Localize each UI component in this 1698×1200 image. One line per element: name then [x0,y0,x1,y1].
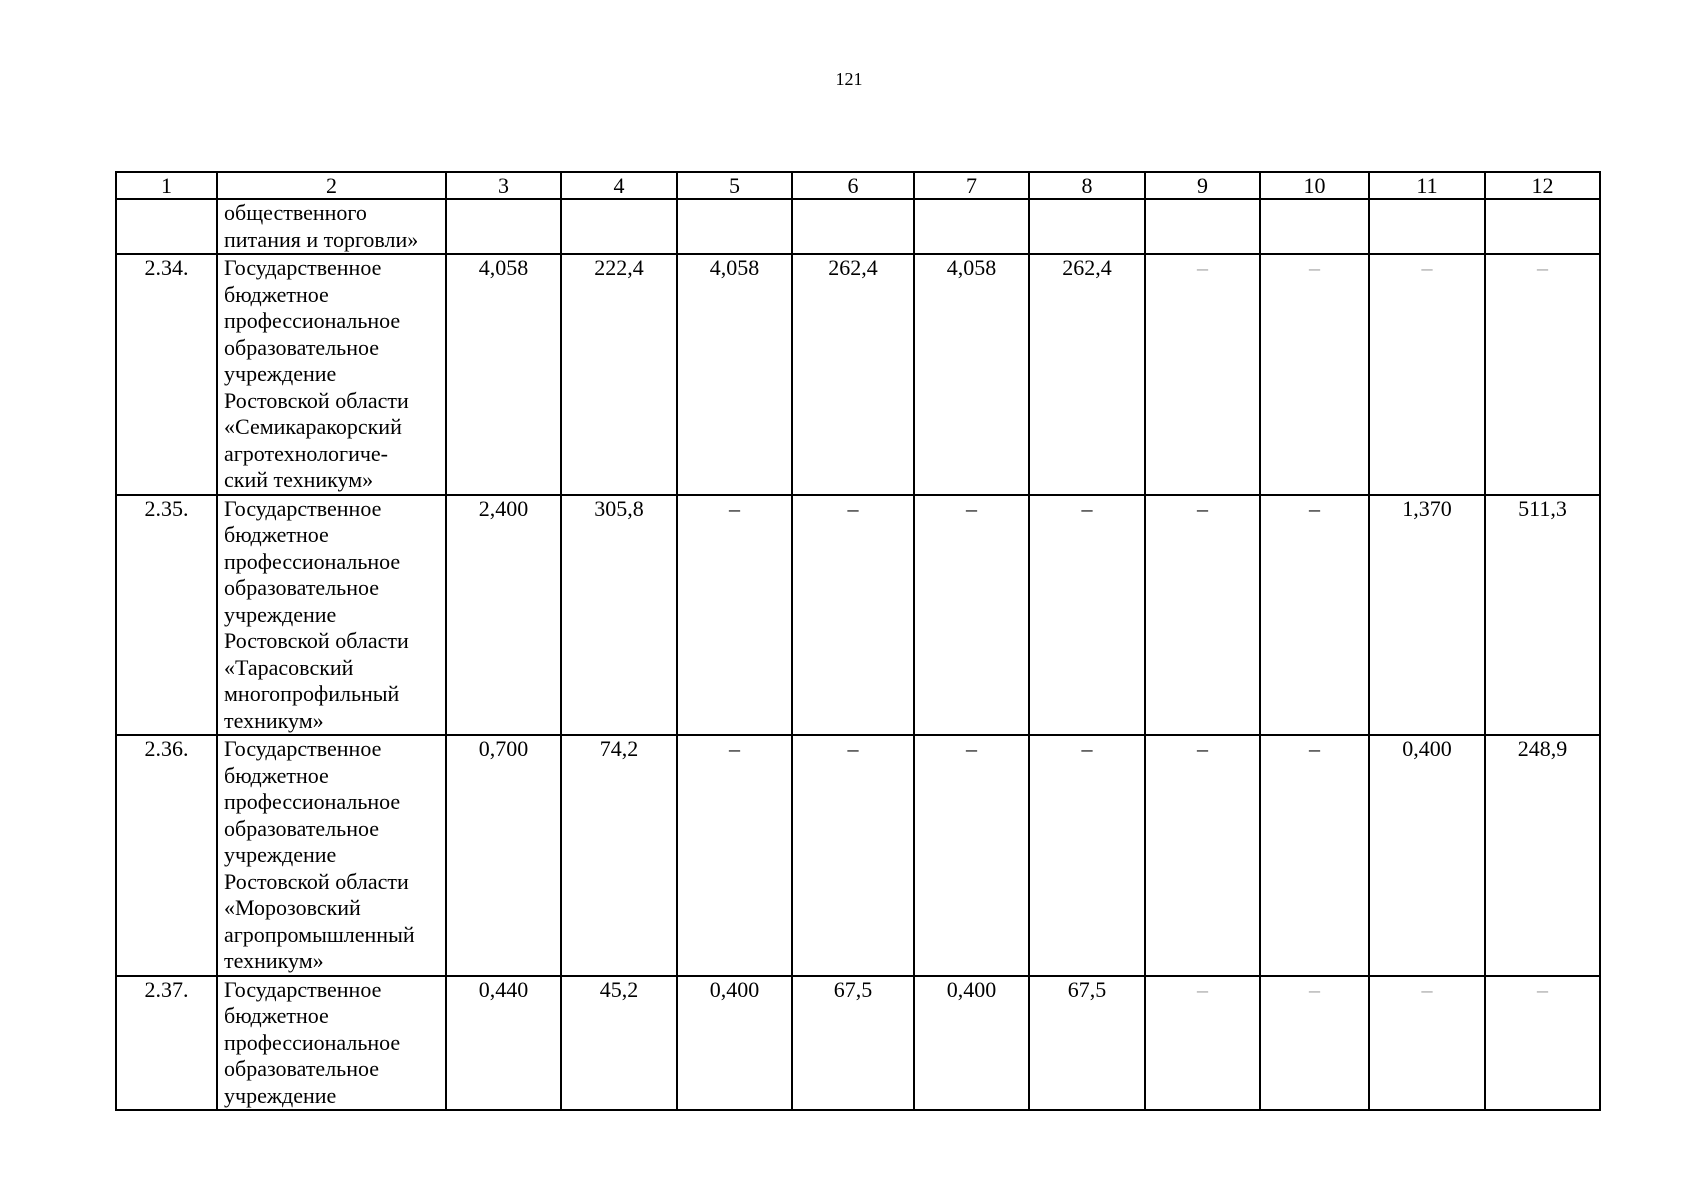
institution-name-cell [217,495,446,736]
value-cell: 4,058 [446,254,561,495]
institution-name-line: Ростовской области [224,628,409,653]
value-cell: 1,370 [1369,495,1485,736]
header-cell: 6 [792,172,914,199]
value-cell [1485,199,1600,254]
value-cell [677,199,792,254]
header-row [116,172,1600,199]
table-row [116,735,1600,976]
header-cell: 4 [561,172,677,199]
institution-name-cell [217,735,446,976]
table-row [116,199,1600,254]
value-cell: – [1369,254,1485,495]
value-cell: – [1260,735,1369,976]
value-cell: 222,4 [561,254,677,495]
header-cell: 10 [1260,172,1369,199]
value-cell [1369,199,1485,254]
institution-name-line: профессиональное [224,308,401,333]
value-cell: 4,058 [914,254,1029,495]
value-cell: 0,440 [446,976,561,1111]
value-cell: – [792,735,914,976]
value-cell: 67,5 [1029,976,1145,1111]
row-number-cell: 2.35. [116,495,217,736]
institution-name-line: учреждение [224,842,337,867]
row-number-cell: 2.34. [116,254,217,495]
value-cell: 2,400 [446,495,561,736]
header-cell: 7 [914,172,1029,199]
institution-name-line: бюджетное [224,522,329,547]
value-cell: – [1260,976,1369,1111]
institution-name-line: профессиональное [224,1029,401,1055]
institution-name-line: бюджетное [224,281,329,307]
institution-name-line: бюджетное [224,1003,329,1028]
institution-name-cell [217,254,446,495]
row-number-cell [116,199,217,254]
value-cell: – [792,495,914,736]
header-cell: 2 [217,172,446,199]
page-number: 121 [835,69,863,89]
institution-name-line: «Тарасовский [224,654,354,680]
institution-name-line: Ростовской области [224,868,409,894]
value-cell: 248,9 [1485,735,1600,976]
value-cell: – [914,735,1029,976]
header-cell: 1 [116,172,217,199]
value-cell: 0,400 [914,976,1029,1111]
institution-name-line: образовательное [224,575,380,600]
table-row [116,254,1600,495]
institution-name-line: образовательное [224,815,380,841]
row-number-cell: 2.37. [116,976,217,1111]
institution-name-line: Государственное [224,495,382,521]
header-cell: 12 [1485,172,1600,199]
value-cell: 45,2 [561,976,677,1111]
header-cell: 3 [446,172,561,199]
institution-name-line: учреждение [224,361,337,386]
value-cell [1145,199,1260,254]
institution-name-line: техникум» [224,948,324,973]
institution-name-line: учреждение [224,1082,337,1108]
institution-name-line: Государственное [224,976,382,1002]
value-cell: – [1029,495,1145,736]
value-cell [792,199,914,254]
header-cell: 8 [1029,172,1145,199]
value-cell: – [677,495,792,736]
value-cell [1260,199,1369,254]
institution-name-line: «Морозовский [224,895,361,920]
value-cell: 0,400 [677,976,792,1111]
table-row [116,976,1600,1111]
value-cell: – [914,495,1029,736]
institution-name-line: бюджетное [224,762,329,788]
institution-name-line: Ростовской области [224,387,409,413]
institution-name-line: образовательное [224,1056,380,1081]
institution-name-line: общественного [224,200,367,225]
institution-name-line: агротехнологиче- [224,440,389,466]
value-cell: – [1485,254,1600,495]
value-cell: 262,4 [1029,254,1145,495]
value-cell: 0,400 [1369,735,1485,976]
value-cell: – [677,735,792,976]
value-cell: 511,3 [1485,495,1600,736]
value-cell: – [1145,254,1260,495]
institution-name-cell [217,199,446,254]
value-cell [1029,199,1145,254]
value-cell: 67,5 [792,976,914,1111]
value-cell: – [1260,495,1369,736]
institution-name-line: «Семикаракорский [224,414,402,439]
value-cell: – [1145,976,1260,1111]
institution-name-line: Государственное [224,736,382,761]
institution-name-line: питания и торговли» [224,226,419,252]
institution-name-line: учреждение [224,601,337,627]
table-body [116,172,1600,1110]
institution-name-line: ский техникум» [224,467,374,492]
value-cell: – [1145,735,1260,976]
institution-name-line: многопрофильный [224,681,400,706]
value-cell: 0,700 [446,735,561,976]
header-cell: 9 [1145,172,1260,199]
value-cell [561,199,677,254]
value-cell: – [1029,735,1145,976]
institution-name-line: образовательное [224,334,380,360]
institution-name-line: профессиональное [224,789,401,814]
value-cell [446,199,561,254]
data-table [115,171,1601,1111]
table-row [116,495,1600,736]
value-cell: 305,8 [561,495,677,736]
institution-name-line: профессиональное [224,548,401,574]
value-cell: 74,2 [561,735,677,976]
institution-name-line: Государственное [224,255,382,280]
institution-name-line: техникум» [224,707,324,733]
row-number-cell: 2.36. [116,735,217,976]
value-cell: – [1485,976,1600,1111]
value-cell: 4,058 [677,254,792,495]
value-cell [914,199,1029,254]
value-cell: – [1260,254,1369,495]
institution-name-line: агропромышленный [224,921,415,947]
value-cell: 262,4 [792,254,914,495]
institution-name-cell [217,976,446,1111]
header-cell: 5 [677,172,792,199]
value-cell: – [1145,495,1260,736]
value-cell: – [1369,976,1485,1111]
header-cell: 11 [1369,172,1485,199]
